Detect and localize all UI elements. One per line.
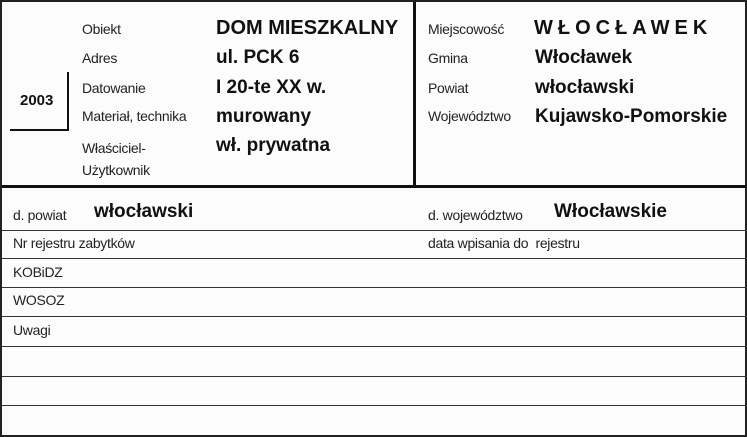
material-label: Materiał, technika: [82, 108, 187, 124]
row-line-6: [2, 376, 747, 377]
obiekt-value: DOM MIESZKALNY: [216, 17, 399, 39]
kobidz-label: KOBiDZ: [13, 264, 63, 280]
datowanie-label: Datowanie: [82, 80, 146, 96]
d-wojewodztwo-value: Włocławskie: [554, 201, 667, 222]
d-wojewodztwo-label: d. województwo: [428, 207, 523, 223]
data-wpisania-label: data wpisania do rejestru: [428, 235, 580, 251]
miejscowosc-value: WŁOCŁAWEK: [534, 17, 713, 39]
divider-vertical-main: [413, 2, 416, 187]
year-box-right: [67, 72, 69, 130]
material-value: murowany: [216, 106, 312, 127]
row-line-4: [2, 316, 747, 317]
miejscowosc-label: Miejscowość: [428, 21, 505, 37]
row-line-2: [2, 258, 747, 259]
year-box-bottom: [10, 129, 69, 131]
row-line-1: [2, 230, 747, 231]
row-line-5: [2, 346, 747, 347]
divider-header-bottom: [2, 185, 747, 188]
year-label: 2003: [20, 92, 54, 109]
wlasciciel-value: wł. prywatna: [216, 135, 331, 156]
wojewodztwo-value: Kujawsko-Pomorskie: [535, 106, 728, 127]
nr-rejestru-label: Nr rejestru zabytków: [13, 235, 135, 251]
gmina-label: Gmina: [428, 50, 468, 66]
d-powiat-label: d. powiat: [13, 207, 67, 223]
wosoz-label: WOSOZ: [13, 292, 65, 308]
wlasciciel-label-line1: Właściciel-: [82, 140, 146, 156]
datowanie-value: I 20-te XX w.: [216, 77, 327, 98]
powiat-label: Powiat: [428, 80, 469, 96]
adres-value: ul. PCK 6: [216, 47, 300, 68]
uwagi-label: Uwagi: [13, 322, 51, 338]
powiat-value: włocławski: [535, 77, 635, 98]
wojewodztwo-label: Województwo: [428, 108, 511, 124]
gmina-value: Włocławek: [535, 47, 633, 68]
obiekt-label: Obiekt: [82, 21, 121, 37]
wlasciciel-label-line2: Użytkownik: [82, 162, 150, 178]
adres-label: Adres: [82, 50, 118, 66]
row-line-7: [2, 405, 747, 406]
row-line-3: [2, 287, 747, 288]
d-powiat-value: włocławski: [94, 201, 194, 222]
